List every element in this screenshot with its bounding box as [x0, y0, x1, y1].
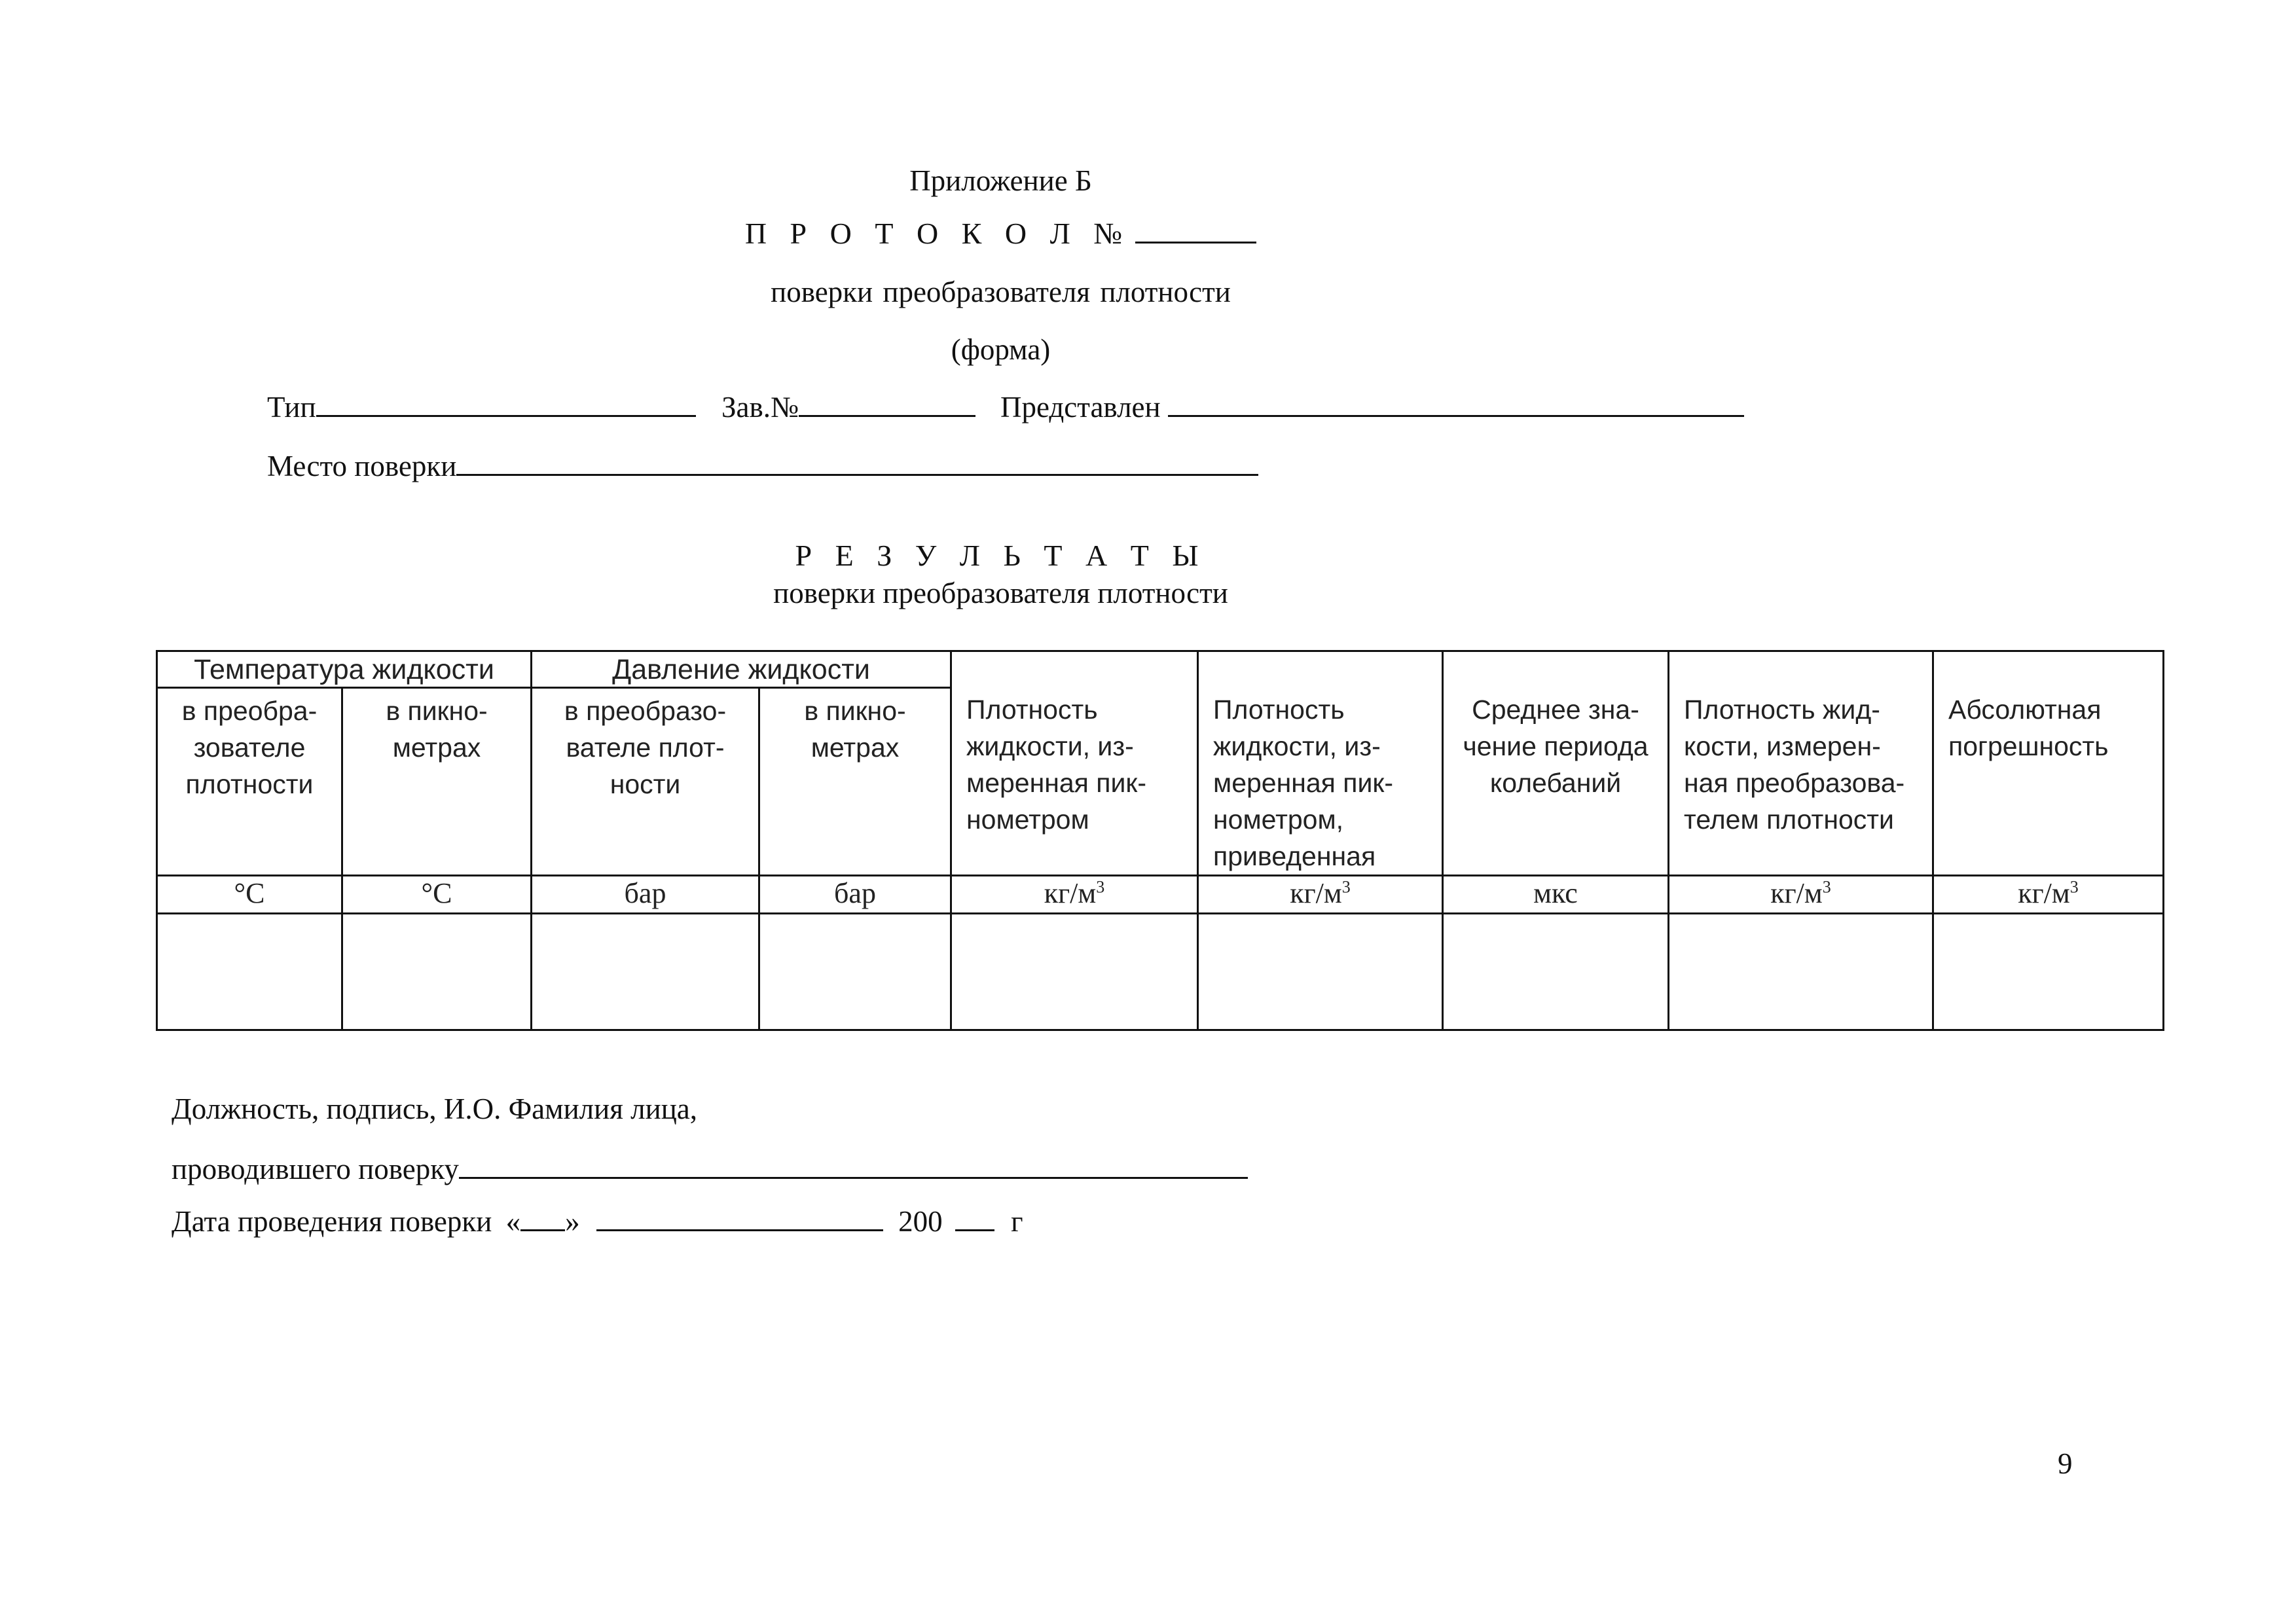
date-open-quote: « — [505, 1205, 521, 1238]
data-cell[interactable] — [1669, 914, 1933, 1030]
year-prefix: 200 — [898, 1205, 943, 1238]
col-header-text: Плотность жидкости, из- меренная пик- нометром — [966, 695, 1146, 835]
col-temp-pycnometer — [342, 688, 532, 876]
unit-cell: бар — [532, 876, 759, 914]
appendix-title: Приложение Б — [909, 164, 1092, 197]
data-cell[interactable] — [532, 914, 759, 1030]
unit-cell — [1669, 876, 1933, 914]
submitted-blank[interactable] — [1168, 393, 1744, 417]
results-table — [156, 650, 2164, 1031]
col-header-text: в преобразо- вателе плот- ности — [564, 696, 727, 800]
serial-blank[interactable] — [799, 393, 975, 417]
protocol-label: П Р О Т О К О Л № — [744, 217, 1131, 250]
unit-cell: мкс — [1443, 876, 1669, 914]
col-density-converter — [1669, 651, 1933, 876]
date-field — [172, 1204, 1023, 1238]
submitted-field — [1000, 390, 1744, 424]
unit-text: кг/м — [2018, 877, 2070, 909]
place-blank[interactable] — [456, 452, 1258, 476]
unit-text: кг/м — [1044, 877, 1097, 909]
place-label: Место поверки — [267, 450, 457, 482]
units-row — [157, 876, 2164, 914]
submitted-label: Представлен — [1000, 391, 1161, 424]
data-cell[interactable] — [342, 914, 532, 1030]
col-density-pycnometer-reduced — [1198, 651, 1443, 876]
data-cell[interactable] — [1198, 914, 1443, 1030]
col-temp-converter — [157, 688, 342, 876]
data-cell[interactable] — [951, 914, 1198, 1030]
year-suffix: г — [1011, 1205, 1023, 1238]
type-blank[interactable] — [316, 393, 696, 417]
unit-cell: °С — [342, 876, 532, 914]
data-cell[interactable] — [1933, 914, 2164, 1030]
type-label: Тип — [267, 391, 316, 424]
results-subtitle: поверки преобразователя плотности — [773, 577, 1228, 609]
col-header-text: в преобра- зователе плотности — [181, 696, 318, 800]
col-mean-period — [1443, 651, 1669, 876]
serial-label: Зав.№ — [721, 391, 799, 424]
col-header-text: в пикно- метрах — [804, 696, 906, 763]
data-cell[interactable] — [1443, 914, 1669, 1030]
day-blank[interactable] — [520, 1207, 565, 1231]
performed-by-blank[interactable] — [459, 1155, 1248, 1179]
protocol-number-blank[interactable] — [1135, 218, 1256, 244]
unit-text: кг/м — [1290, 877, 1342, 909]
col-header-text: в пикно- метрах — [386, 696, 488, 763]
col-pressure-pycnometer — [759, 688, 951, 876]
position-signature-line: Должность, подпись, И.О. Фамилия лица, — [172, 1092, 698, 1125]
page-number: 9 — [2058, 1447, 2073, 1480]
results-title: Р Е З У Л Ь Т А Т Ы — [795, 539, 1207, 572]
unit-cell — [951, 876, 1198, 914]
protocol-heading — [0, 216, 2149, 251]
data-cell[interactable] — [157, 914, 342, 1030]
pressure-group-header: Давление жидкости — [532, 651, 951, 688]
unit-cell: °С — [157, 876, 342, 914]
place-field — [267, 449, 1258, 483]
month-blank[interactable] — [596, 1207, 883, 1231]
col-header-text: Среднее зна- чение периода колебаний — [1463, 695, 1649, 798]
unit-superscript: 3 — [1341, 877, 1351, 897]
performed-by-label: проводившего поверку — [172, 1153, 459, 1185]
date-close-quote: » — [565, 1205, 580, 1238]
year-blank[interactable] — [955, 1207, 994, 1231]
form-note: (форма) — [951, 333, 1051, 366]
col-header-text: Плотность жидкости, из- меренная пик- нометром, приведенная — [1213, 695, 1393, 871]
unit-cell — [1198, 876, 1443, 914]
col-header-text: Плотность жид- кости, измерен- ная преобразова- телем плотности — [1684, 695, 1905, 835]
col-absolute-error — [1933, 651, 2164, 876]
col-header-text: Абсолютная погрешность — [1948, 695, 2109, 761]
date-label: Дата проведения поверки — [172, 1205, 492, 1238]
unit-superscript: 3 — [1822, 877, 1831, 897]
unit-superscript: 3 — [1096, 877, 1105, 897]
unit-text: кг/м — [1770, 877, 1823, 909]
unit-cell — [1933, 876, 2164, 914]
unit-cell: бар — [759, 876, 951, 914]
col-density-pycnometer — [951, 651, 1198, 876]
type-field — [267, 390, 696, 424]
protocol-subject: поверки преобразователя плотности — [771, 276, 1231, 308]
col-pressure-converter — [532, 688, 759, 876]
data-row — [157, 914, 2164, 1030]
serial-field — [721, 390, 975, 424]
temperature-group-header: Температура жидкости — [157, 651, 532, 688]
performed-by-field — [172, 1152, 1248, 1186]
group-header-row — [157, 651, 2164, 688]
data-cell[interactable] — [759, 914, 951, 1030]
unit-superscript: 3 — [2069, 877, 2079, 897]
